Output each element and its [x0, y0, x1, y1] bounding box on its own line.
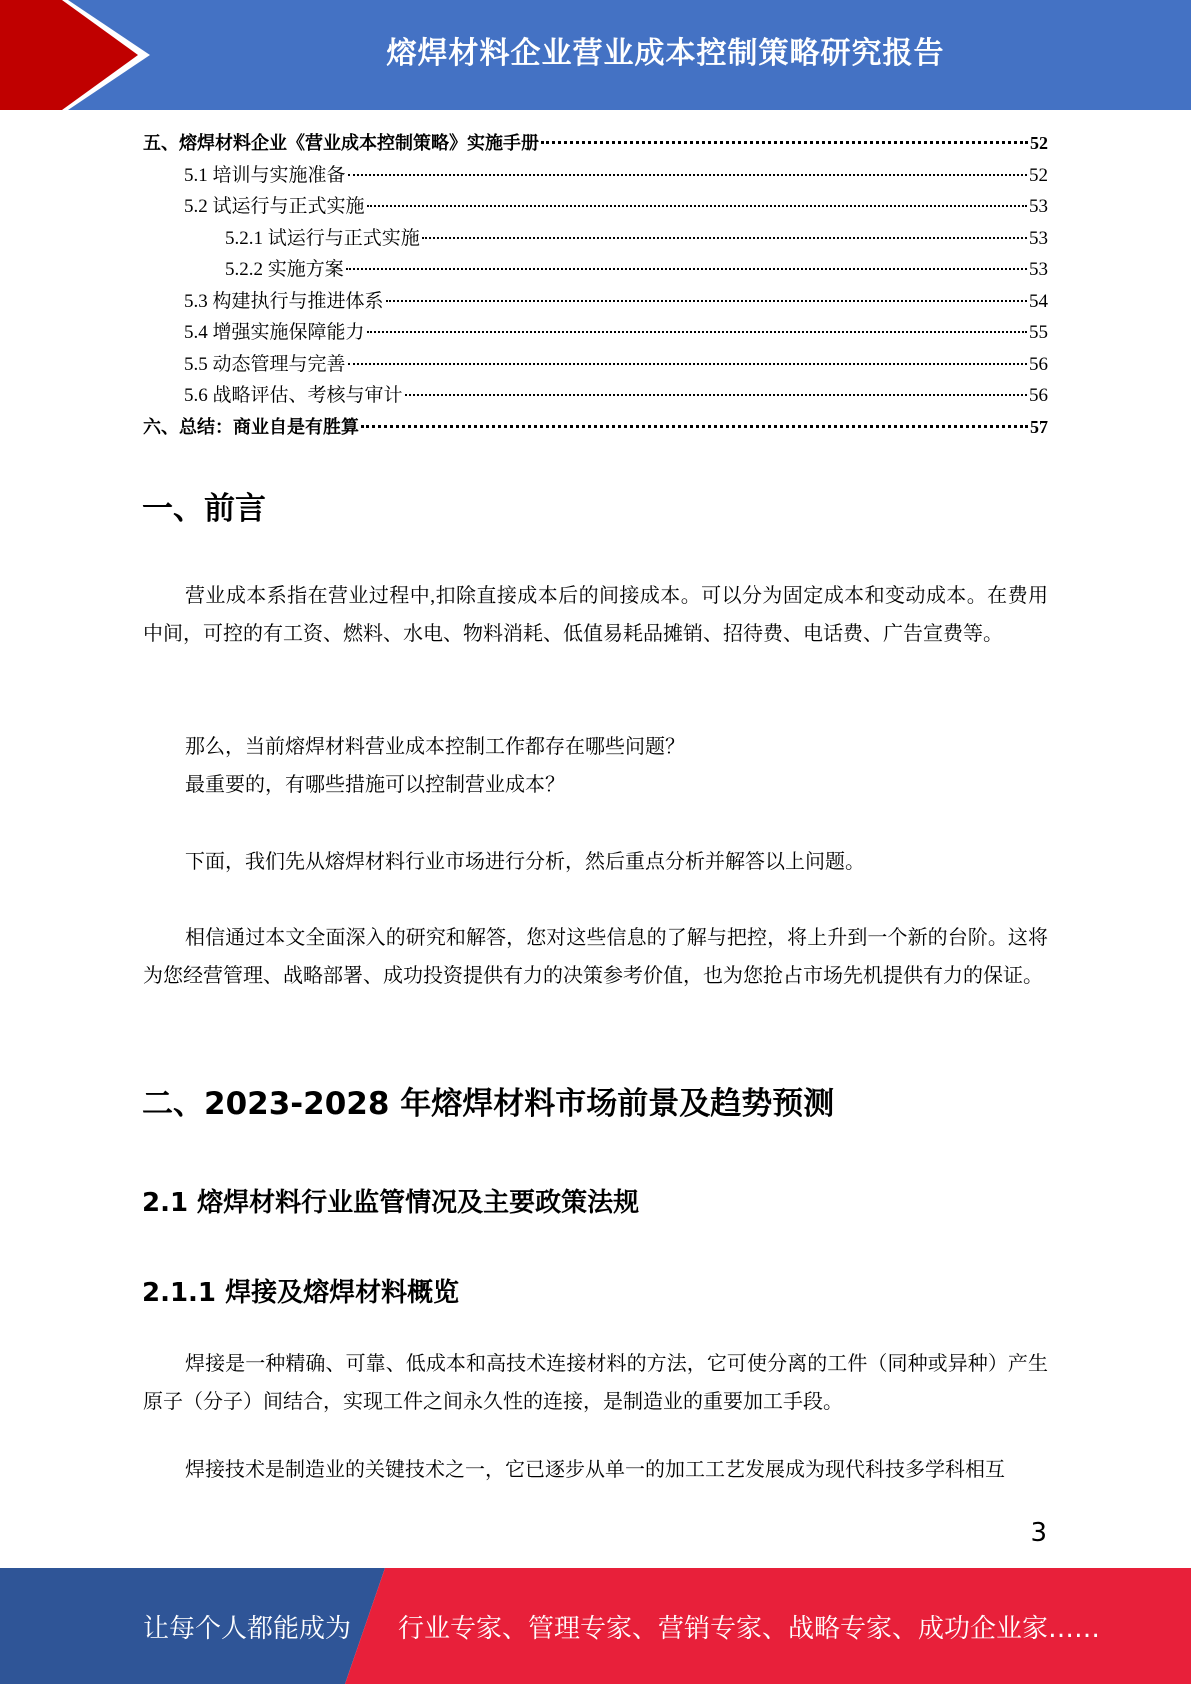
preface-question-2: 最重要的，有哪些措施可以控制营业成本？ — [185, 774, 565, 796]
toc-dot-leader — [361, 425, 1028, 428]
toc-dot-leader — [346, 268, 1027, 270]
report-title: 熔焊材料企业营业成本控制策略研究报告 — [386, 36, 945, 71]
toc-entry[interactable] — [143, 349, 1048, 381]
toc-entry-title: 5.6 战略评估、考核与审计 — [184, 385, 403, 406]
toc-entry-page-number: 53 — [1029, 227, 1048, 249]
toc-dot-leader — [367, 331, 1027, 333]
toc-entry[interactable] — [143, 412, 1048, 444]
toc-entry-page-number: 54 — [1029, 290, 1048, 312]
toc-entry-title: 5.4 增强实施保障能力 — [184, 322, 365, 343]
subsection-2-1-1-heading: 2.1.1 焊接及熔焊材料概览 — [142, 1278, 460, 1308]
preface-paragraph-1: 营业成本系指在营业过程中,扣除直接成本后的间接成本。可以分为固定成本和变动成本。在费用中间，可控的有工资、燃料、水电、物料消耗、低值易耗品摊销、招待费、电话费、广告宣费等。 — [143, 585, 1048, 645]
toc-entry-title: 5.2.1 试运行与正式实施 — [225, 227, 420, 249]
toc-entry-page-number: 55 — [1029, 322, 1048, 343]
toc-entry[interactable] — [143, 160, 1048, 192]
toc-dot-leader — [405, 394, 1027, 396]
page-header — [0, 0, 1191, 110]
toc-entry-page-number: 56 — [1029, 353, 1048, 375]
toc-entry-title: 5.3 构建执行与推进体系 — [184, 290, 384, 312]
toc-entry-title: 5.5 动态管理与完善 — [184, 353, 346, 375]
toc-entry[interactable] — [143, 128, 1048, 160]
preface-heading: 一、前言 — [142, 491, 266, 527]
toc-entry-page-number: 52 — [1030, 133, 1048, 153]
subsection-2-1-heading: 2.1 熔焊材料行业监管情况及主要政策法规 — [142, 1188, 640, 1218]
toc-entry[interactable] — [143, 191, 1048, 223]
toc-entry[interactable] — [143, 286, 1048, 318]
preface-paragraph-4: 相信通过本文全面深入的研究和解答，您对这些信息的了解与把控，将上升到一个新的台阶。这将为您经营管理、战略部署、成功投资提供有力的决策参考价值，也为您抢占市场先机提供有力的保证。 — [143, 927, 1048, 987]
preface-question-1: 那么，当前熔焊材料营业成本控制工作都存在哪些问题？ — [185, 736, 685, 758]
toc-entry-title: 5.1 培训与实施准备 — [184, 164, 346, 186]
toc-entry[interactable] — [143, 254, 1048, 286]
toc-entry[interactable] — [143, 223, 1048, 255]
toc-entry-title: 六、总结：商业自是有胜算 — [143, 416, 359, 438]
footer-slogan-right: 行业专家、管理专家、营销专家、战略专家、成功企业家…… — [398, 1613, 1101, 1644]
footer-slogan-left: 让每个人都能成为 — [143, 1613, 352, 1644]
toc-entry-page-number: 53 — [1029, 196, 1048, 217]
toc-entry-page-number: 52 — [1029, 164, 1048, 186]
table-of-contents — [143, 128, 1048, 443]
welding-paragraph-1: 焊接是一种精确、可靠、低成本和高技术连接材料的方法，它可使分离的工件（同种或异种）产生原子（分子）间结合，实现工件之间永久性的连接，是制造业的重要加工手段。 — [143, 1353, 1048, 1413]
page-number: 3 — [1030, 1518, 1047, 1548]
toc-dot-leader — [422, 237, 1027, 239]
red-chevron-decoration — [0, 0, 160, 110]
toc-entry-title: 5.2.2 实施方案 — [225, 259, 344, 280]
toc-entry-page-number: 56 — [1029, 385, 1048, 406]
toc-entry[interactable] — [143, 380, 1048, 412]
toc-entry-page-number: 53 — [1029, 259, 1048, 280]
toc-dot-leader — [348, 174, 1027, 176]
preface-paragraph-3: 下面，我们先从熔焊材料行业市场进行分析，然后重点分析并解答以上问题。 — [185, 851, 865, 873]
toc-dot-leader — [386, 300, 1027, 302]
page-footer — [0, 1568, 1191, 1684]
toc-dot-leader — [367, 205, 1027, 207]
toc-dot-leader — [348, 363, 1027, 365]
toc-entry[interactable] — [143, 317, 1048, 349]
market-heading: 二、2023-2028 年熔焊材料市场前景及趋势预测 — [142, 1086, 835, 1122]
toc-entry-title: 五、熔焊材料企业《营业成本控制策略》实施手册 — [143, 133, 539, 154]
toc-entry-page-number: 57 — [1030, 416, 1048, 437]
toc-entry-title: 5.2 试运行与正式实施 — [184, 196, 365, 217]
welding-paragraph-2: 焊接技术是制造业的关键技术之一，它已逐步从单一的加工工艺发展成为现代科技多学科相互 — [185, 1459, 1005, 1481]
toc-dot-leader — [541, 141, 1028, 144]
